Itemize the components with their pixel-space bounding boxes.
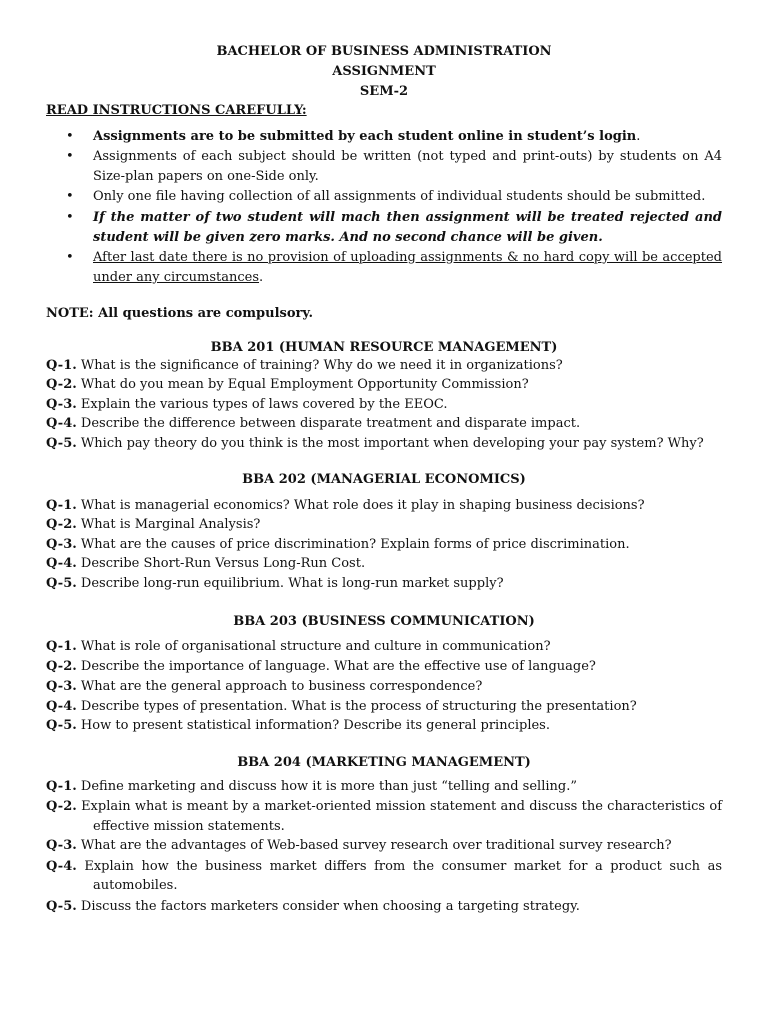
instruction-5-period: . bbox=[259, 270, 264, 285]
question-number: Q-3. bbox=[46, 397, 77, 412]
question-item bbox=[46, 836, 672, 856]
question-item bbox=[46, 496, 645, 516]
note-text: NOTE: All questions are compulsory. bbox=[46, 306, 313, 321]
question-number: Q-4. bbox=[46, 556, 77, 571]
instruction-5-line-2 bbox=[93, 268, 722, 288]
question-continuation: effective mission statements. bbox=[93, 819, 285, 834]
question-item bbox=[46, 677, 482, 697]
question-number: Q-1. bbox=[46, 639, 77, 654]
question-number: Q-4. bbox=[46, 416, 77, 431]
question-number: Q-3. bbox=[46, 537, 77, 552]
question-number: Q-1. bbox=[46, 498, 77, 513]
instruction-3: Only one file having collection of all assignments of individual students should be submitted. bbox=[93, 189, 706, 204]
document-type: ASSIGNMENT bbox=[332, 64, 436, 79]
question-text: How to present statistical information? Describe its general principles. bbox=[80, 718, 550, 733]
question-number: Q-4. bbox=[46, 699, 77, 714]
question-item bbox=[46, 637, 551, 657]
instruction-5-line-1: After last date there is no provision of uploading assignments & no hard copy will be accepted bbox=[93, 250, 722, 265]
question-item bbox=[46, 434, 704, 454]
subject-title: BBA 203 (BUSINESS COMMUNICATION) bbox=[233, 614, 535, 629]
question-item bbox=[46, 716, 550, 736]
question-text: Describe the importance of language. What are the effective use of language? bbox=[80, 659, 596, 674]
question-number: Q-1. bbox=[46, 358, 77, 373]
question-number: Q-2. bbox=[46, 799, 77, 814]
bullet-icon: • bbox=[66, 250, 74, 265]
instruction-2-line-2: Size-plan papers on one-Side only. bbox=[93, 169, 319, 184]
instruction-4-line-1: If the matter of two student will mach then assignment will be treated rejected and bbox=[93, 210, 722, 225]
question-number: Q-2. bbox=[46, 377, 77, 392]
subject-title: BBA 201 (HUMAN RESOURCE MANAGEMENT) bbox=[210, 340, 558, 355]
question-text: What are the causes of price discrimination? Explain forms of price discrimination. bbox=[80, 537, 630, 552]
question-text: Define marketing and discuss how it is more than just “telling and selling.” bbox=[80, 779, 577, 794]
question-continuation: automobiles. bbox=[93, 878, 178, 893]
question-item bbox=[46, 515, 260, 535]
question-item bbox=[46, 535, 630, 555]
question-text: Describe long-run equilibrium. What is long-run market supply? bbox=[80, 576, 504, 591]
bullet-icon: • bbox=[66, 129, 74, 144]
bullet-icon: • bbox=[66, 189, 74, 204]
question-item bbox=[46, 897, 580, 917]
question-item bbox=[46, 574, 504, 594]
question-item bbox=[46, 375, 529, 395]
question-item bbox=[46, 395, 448, 415]
question-text: Describe types of presentation. What is the process of structuring the presentation? bbox=[80, 699, 637, 714]
bullet-icon: • bbox=[66, 149, 74, 164]
question-item bbox=[46, 777, 577, 797]
instruction-1-period: . bbox=[636, 129, 641, 144]
question-text: Explain the various types of laws covered by the EEOC. bbox=[80, 397, 448, 412]
instruction-4-line-2: student will be given zero marks. And no second chance will be given. bbox=[93, 230, 603, 245]
question-number: Q-4. bbox=[46, 859, 77, 874]
question-text: What do you mean by Equal Employment Opportunity Commission? bbox=[80, 377, 529, 392]
question-item bbox=[46, 554, 365, 574]
instruction-1-text: Assignments are to be submitted by each student online in student’s login bbox=[93, 129, 637, 144]
program-title: BACHELOR OF BUSINESS ADMINISTRATION bbox=[216, 44, 552, 59]
question-number: Q-2. bbox=[46, 517, 77, 532]
question-number: Q-5. bbox=[46, 576, 77, 591]
question-text: Describe Short-Run Versus Long-Run Cost. bbox=[80, 556, 366, 571]
question-text: Discuss the factors marketers consider when choosing a targeting strategy. bbox=[80, 899, 580, 914]
question-item bbox=[46, 657, 596, 677]
question-text: What is the significance of training? Why do we need it in organizations? bbox=[80, 358, 563, 373]
question-number: Q-1. bbox=[46, 779, 77, 794]
question-text: What are the general approach to business correspondence? bbox=[80, 679, 483, 694]
question-number: Q-2. bbox=[46, 659, 77, 674]
question-text: What is managerial economics? What role does it play in shaping business decisions? bbox=[80, 498, 645, 513]
instructions-heading: READ INSTRUCTIONS CAREFULLY: bbox=[46, 103, 307, 118]
question-number: Q-5. bbox=[46, 436, 77, 451]
question-text: Which pay theory do you think is the most important when developing your pay system? Why? bbox=[80, 436, 704, 451]
question-text: Explain what is meant by a market-oriented mission statement and discuss the characteristics of bbox=[81, 799, 723, 814]
question-item bbox=[46, 414, 580, 434]
question-text: Explain how the business market differs from the consumer market for a product such as bbox=[84, 859, 722, 874]
instruction-5-text: under any circumstances bbox=[93, 270, 260, 285]
question-text: What is Marginal Analysis? bbox=[80, 517, 261, 532]
instruction-1 bbox=[93, 127, 722, 147]
question-text: What is role of organisational structure and culture in communication? bbox=[80, 639, 551, 654]
question-number: Q-5. bbox=[46, 899, 77, 914]
subject-title: BBA 202 (MANAGERIAL ECONOMICS) bbox=[242, 472, 526, 487]
semester-label: SEM-2 bbox=[359, 84, 409, 99]
question-text: Describe the difference between disparate treatment and disparate impact. bbox=[80, 416, 581, 431]
instruction-2-line-1: Assignments of each subject should be written (not typed and print-outs) by students on A4 bbox=[93, 149, 722, 164]
question-item bbox=[46, 797, 722, 817]
question-number: Q-5. bbox=[46, 718, 77, 733]
question-item bbox=[46, 356, 563, 376]
question-text: What are the advantages of Web-based survey research over traditional survey research? bbox=[80, 838, 672, 853]
question-number: Q-3. bbox=[46, 838, 77, 853]
subject-title: BBA 204 (MARKETING MANAGEMENT) bbox=[237, 755, 531, 770]
question-number: Q-3. bbox=[46, 679, 77, 694]
question-item bbox=[46, 857, 722, 877]
bullet-icon: • bbox=[66, 210, 74, 225]
question-item bbox=[46, 697, 637, 717]
